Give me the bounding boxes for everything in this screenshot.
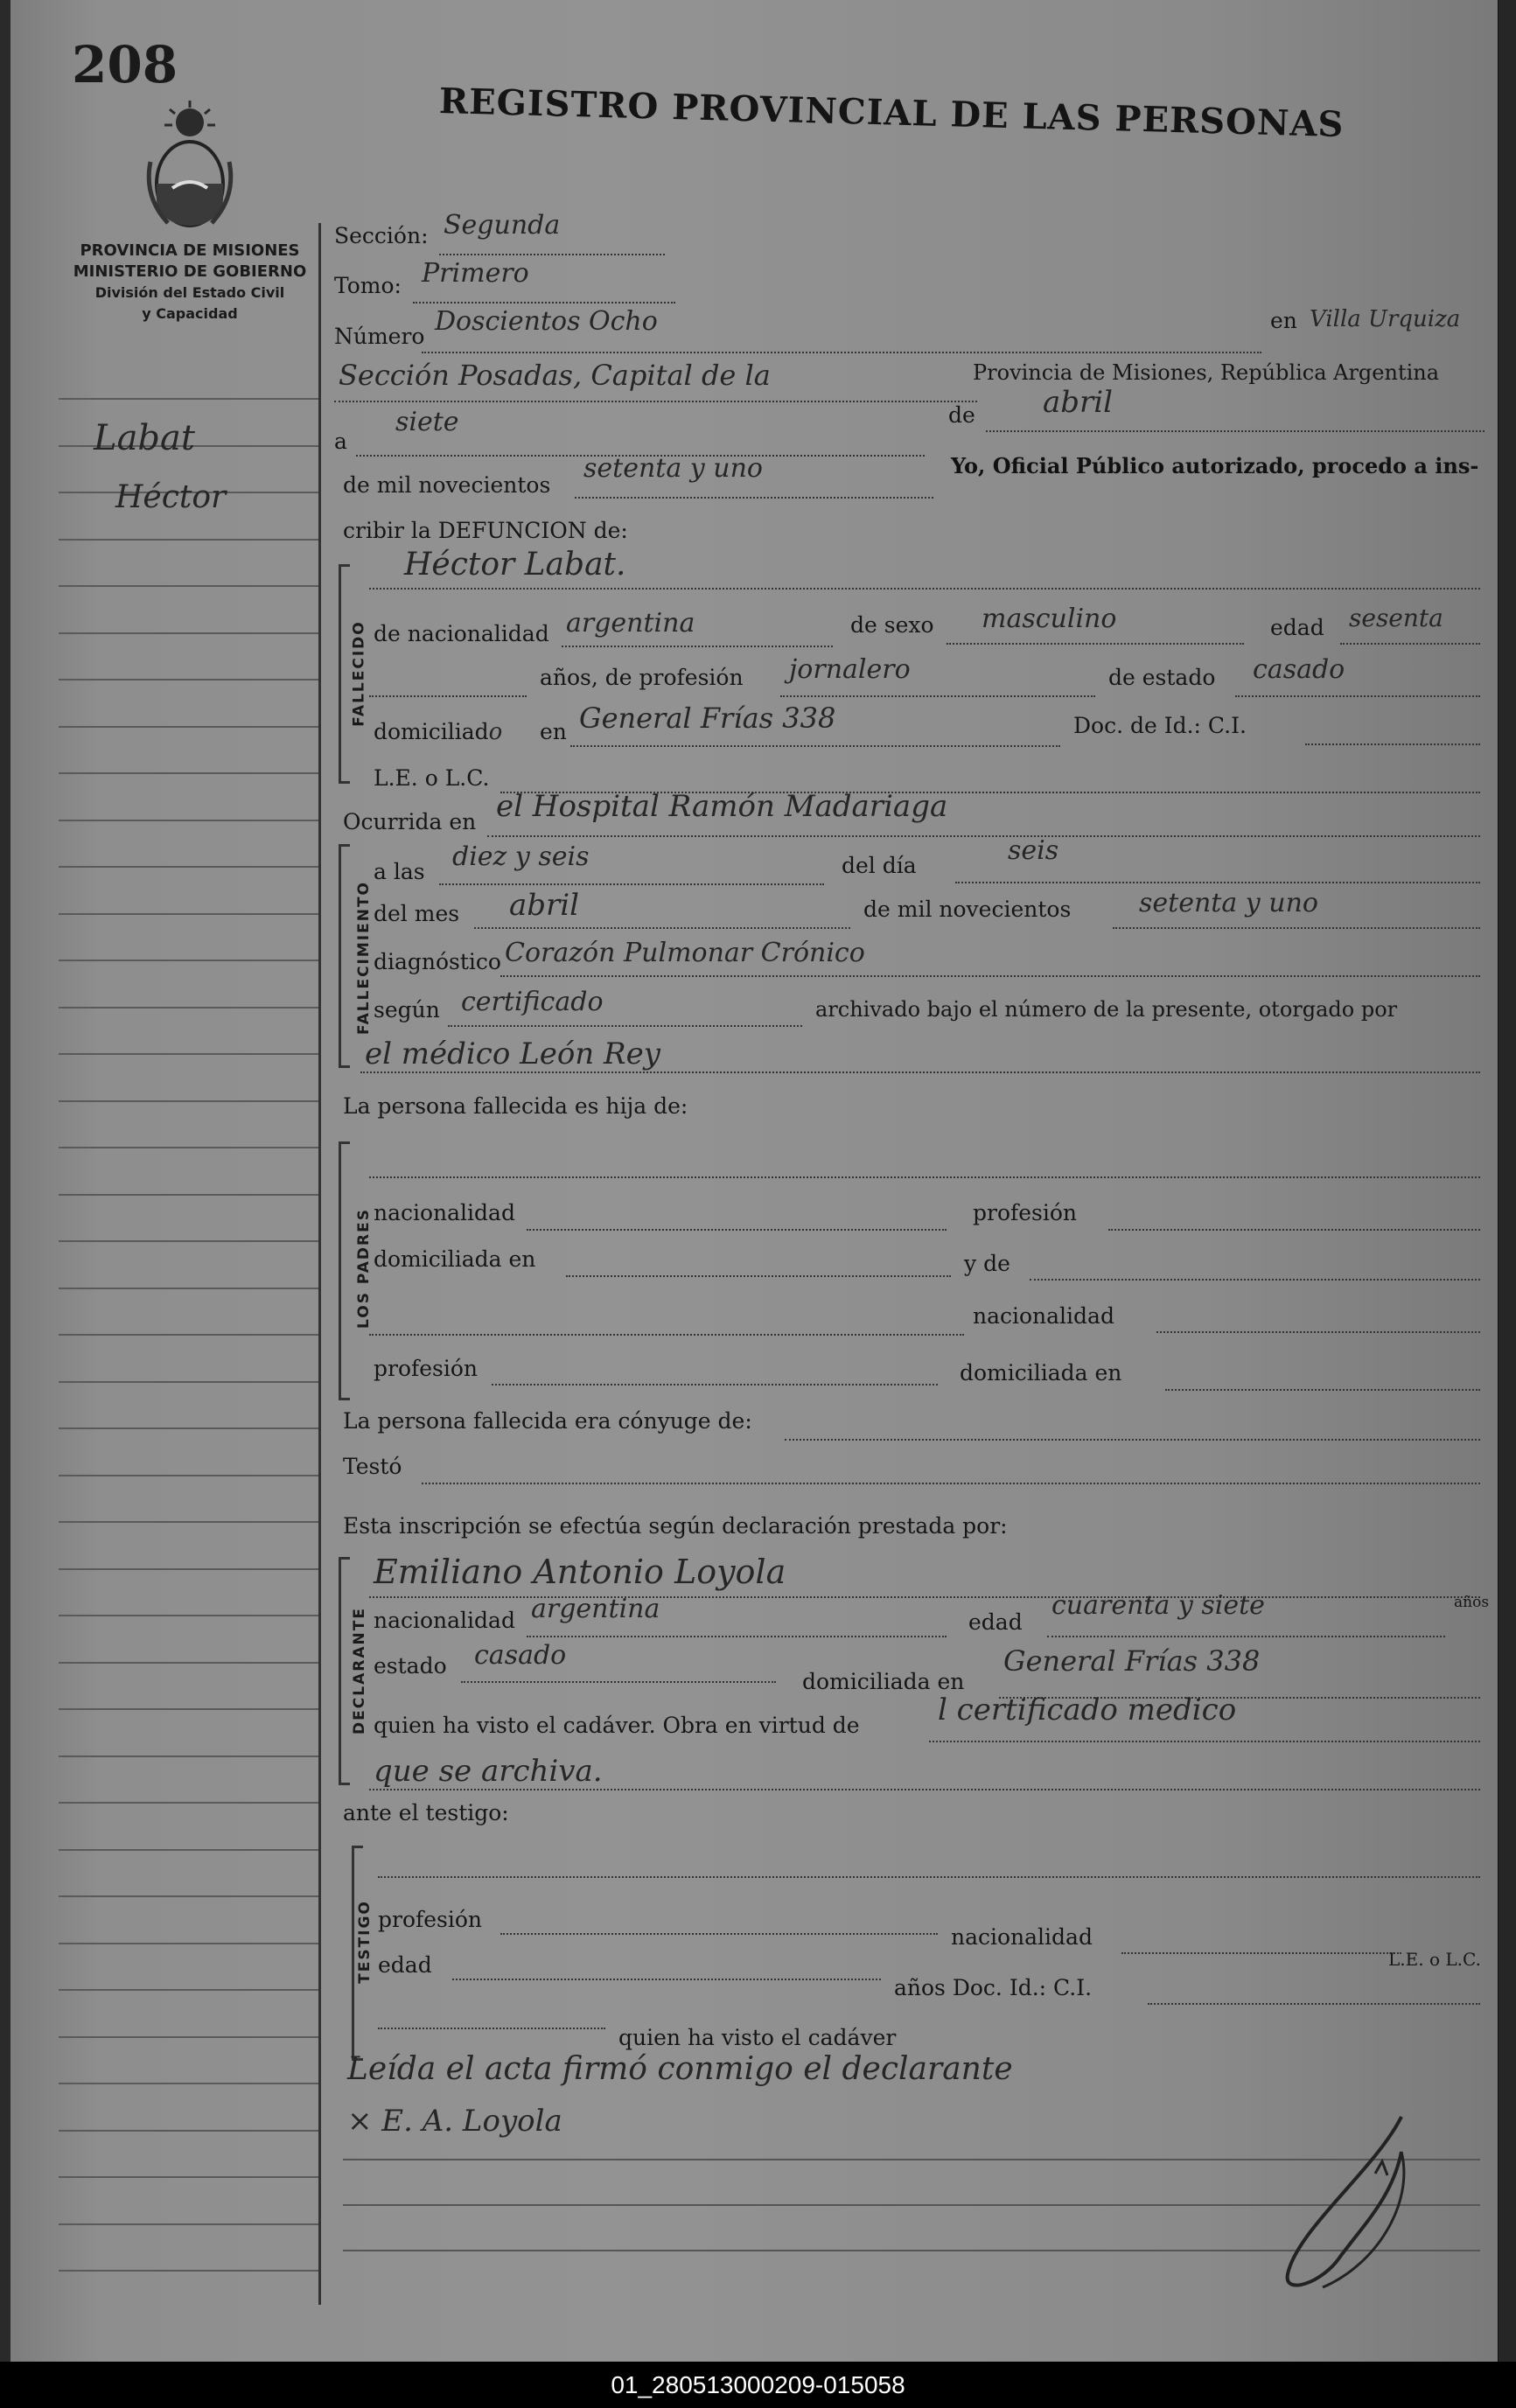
side-label-fallecimiento: FALLECIMIENTO <box>355 880 374 1036</box>
value-profesion: jornalero <box>789 654 911 685</box>
label-padre-profesion: profesión <box>973 1200 1078 1225</box>
label-a: a <box>334 429 347 454</box>
value-de-mes: abril <box>1043 385 1114 420</box>
value-nombre: Héctor Labat. <box>404 547 626 583</box>
side-label-declarante: DECLARANTE <box>350 1607 368 1734</box>
label-testigo-anos: años Doc. Id.: C.I. <box>894 1975 1093 2000</box>
label-de-sexo: de sexo <box>850 612 934 638</box>
value-ocurrida-en: el Hospital Ramón Madariaga <box>496 789 948 824</box>
margin-ruled-line <box>59 1100 319 1102</box>
label-provincia: Provincia de Misiones, República Argentina <box>973 360 1440 385</box>
label-madre-profesion: profesión <box>374 1356 479 1381</box>
label-seccion: Sección: <box>334 223 429 248</box>
value-en: Villa Urquiza <box>1310 306 1461 332</box>
coat-of-arms-emblem <box>142 101 238 232</box>
header-ministry: MINISTERIO DE GOBIERNO <box>73 262 307 281</box>
value-declarante-domicilio: General Frías 338 <box>1003 1644 1261 1678</box>
label-numero: Número <box>334 324 425 349</box>
main-vertical-rule <box>318 223 321 2305</box>
label-domiciliad: domiciliad <box>374 719 489 744</box>
value-seccion-line: Sección Posadas, Capital de la <box>339 359 771 392</box>
label-declarante-estado: estado <box>374 1653 447 1679</box>
label-domiciliado-suffix: o <box>488 719 503 745</box>
margin-ruled-line <box>59 772 319 774</box>
margin-ruled-line <box>59 1334 319 1336</box>
label-doc-id: Doc. de Id.: C.I. <box>1073 713 1247 738</box>
official-signature <box>1270 2099 1471 2300</box>
label-en: en <box>1270 308 1297 333</box>
label-de-estado: de estado <box>1108 665 1216 690</box>
label-testigo-visto: quien ha visto el cadáver <box>618 2025 897 2050</box>
label-de-nacionalidad: de nacionalidad <box>374 621 549 646</box>
label-del-mes: del mes <box>374 901 460 926</box>
label-anos-profesion: años, de profesión <box>540 665 744 690</box>
value-declarante-obra-2: que se archiva. <box>374 1754 603 1789</box>
label-segun: según <box>374 997 440 1023</box>
margin-surname: Labat <box>94 418 195 458</box>
margin-ruled-line <box>59 679 319 681</box>
header-province: PROVINCIA DE MISIONES <box>80 241 300 260</box>
label-y-de: y de <box>964 1251 1010 1276</box>
label-testo: Testó <box>343 1454 402 1479</box>
value-tomo: Primero <box>422 258 529 289</box>
value-sexo: masculino <box>982 604 1117 634</box>
label-padre-domiciliada: domiciliada en <box>374 1246 536 1272</box>
margin-ruled-line <box>59 2036 319 2038</box>
value-seccion: Segunda <box>444 210 561 241</box>
margin-ruled-line <box>59 1288 319 1289</box>
margin-ruled-line <box>59 539 319 541</box>
label-declarante-anos: años <box>1454 1594 1490 1611</box>
value-declarante-estado: casado <box>474 1640 567 1671</box>
value-declarante-edad: cuarenta y siete <box>1051 1590 1265 1621</box>
value-diagnostico: Corazón Pulmonar Crónico <box>505 938 865 968</box>
label-del-dia: del día <box>842 853 917 878</box>
value-domicilio: General Frías 338 <box>579 701 836 735</box>
label-madre-nacionalidad: nacionalidad <box>973 1303 1114 1329</box>
document-title: REGISTRO PROVINCIAL DE LAS PERSONAS <box>438 80 1345 146</box>
margin-ruled-line <box>59 1708 319 1710</box>
margin-ruled-line <box>59 2176 319 2178</box>
margin-ruled-line <box>59 1943 319 1944</box>
label-a-las: a las <box>374 859 425 884</box>
label-testigo-profesion: profesión <box>378 1907 483 1932</box>
margin-ruled-line <box>59 1895 319 1897</box>
margin-ruled-line <box>59 1849 319 1851</box>
margin-ruled-line <box>59 1053 319 1055</box>
label-archivado: archivado bajo el número de la presente, otorgado por <box>815 997 1398 1022</box>
margin-ruled-line <box>59 2130 319 2132</box>
margin-ruled-line <box>59 866 319 868</box>
margin-ruled-line <box>59 1521 319 1523</box>
page-number: 208 <box>72 35 178 94</box>
margin-ruled-line <box>59 585 319 587</box>
label-testigo-edad: edad <box>378 1952 432 1978</box>
label-declarante-domiciliada: domiciliada en <box>802 1669 965 1694</box>
header-capacidad: y Capacidad <box>142 305 238 322</box>
value-mes: abril <box>509 888 580 923</box>
value-declarante-nacionalidad: argentina <box>531 1594 660 1624</box>
margin-ruled-line <box>59 1007 319 1009</box>
label-declarante-nacionalidad: nacionalidad <box>374 1608 515 1633</box>
margin-ruled-line <box>59 726 319 728</box>
value-declarante-obra: l certificado medico <box>938 1693 1237 1727</box>
label-cribir: cribir la DEFUNCION de: <box>343 518 628 543</box>
value-nacionalidad: argentina <box>566 608 695 639</box>
margin-ruled-line <box>59 820 319 821</box>
side-label-testigo: TESTIGO <box>355 1900 374 1984</box>
label-testigo-nacionalidad: nacionalidad <box>951 1924 1093 1950</box>
value-a-las: diez y seis <box>452 841 590 872</box>
margin-ruled-line <box>59 632 319 634</box>
margin-ruled-line <box>59 1802 319 1804</box>
label-padre-nacionalidad: nacionalidad <box>374 1200 515 1225</box>
label-de: de <box>948 402 975 428</box>
value-medico: el médico León Rey <box>365 1036 660 1071</box>
margin-ruled-line <box>59 1755 319 1757</box>
margin-ruled-line <box>59 1194 319 1196</box>
margin-ruled-line <box>59 2223 319 2225</box>
label-domicilio-en: en <box>540 719 567 744</box>
value-numero: Doscientos Ocho <box>435 306 658 337</box>
label-edad: edad <box>1270 615 1324 640</box>
margin-ruled-line <box>59 1240 319 1242</box>
document-page <box>10 0 1498 2362</box>
margin-ruled-line <box>59 1147 319 1148</box>
label-yo-oficial: Yo, Oficial Público autorizado, procedo a ins- <box>951 453 1479 478</box>
label-ante-testigo: ante el testigo: <box>343 1800 509 1825</box>
label-diagnostico: diagnóstico <box>374 949 501 974</box>
label-de-mil-novecientos: de mil novecientos <box>343 472 551 498</box>
margin-ruled-line <box>59 2083 319 2084</box>
margin-ruled-line <box>59 1615 319 1616</box>
side-label-los-padres: LOS PADRES <box>354 1208 373 1329</box>
margin-ruled-line <box>59 1568 319 1570</box>
margin-ruled-line <box>59 1989 319 1991</box>
page-edge-shadow <box>1499 0 1516 2362</box>
margin-ruled-line <box>59 1475 319 1476</box>
margin-ruled-line <box>59 913 319 915</box>
label-de-mil-novecientos-2: de mil novecientos <box>863 897 1072 922</box>
margin-ruled-line <box>59 1427 319 1429</box>
margin-ruled-line <box>59 2270 319 2272</box>
value-edad: sesenta <box>1349 604 1443 632</box>
margin-ruled-line <box>59 398 319 400</box>
value-anio-2: setenta y uno <box>1139 888 1318 918</box>
image-footer-id: 01_280513000209-015058 <box>0 2362 1516 2408</box>
label-le-lc: L.E. o L.C. <box>374 765 490 791</box>
label-madre-domiciliada: domiciliada en <box>960 1360 1122 1385</box>
margin-name: Héctor <box>115 479 227 515</box>
label-testigo-le-lc: L.E. o L.C. <box>1388 1949 1481 1970</box>
header-division: División del Estado Civil <box>94 284 285 301</box>
label-tomo: Tomo: <box>334 273 402 298</box>
value-anio: setenta y uno <box>583 453 763 484</box>
declarant-signature: × E. A. Loyola <box>347 2104 562 2139</box>
value-segun: certificado <box>461 987 604 1017</box>
value-declarante: Emiliano Antonio Loyola <box>374 1553 786 1591</box>
label-inscripcion: Esta inscripción se efectúa según declaración prestada por: <box>343 1513 1008 1539</box>
value-estado: casado <box>1253 654 1345 685</box>
value-dia: seis <box>1008 835 1059 866</box>
label-declarante-visto: quien ha visto el cadáver. Obra en virtud de <box>374 1713 860 1738</box>
side-label-fallecido: FALLECIDO <box>350 620 368 727</box>
label-hija-de: La persona fallecida es hija de: <box>343 1093 688 1119</box>
label-conyuge: La persona fallecida era cónyuge de: <box>343 1408 752 1434</box>
margin-ruled-line <box>59 1662 319 1664</box>
label-declarante-edad: edad <box>968 1609 1023 1635</box>
closing-text: Leída el acta firmó conmigo el declarante <box>347 2051 1013 2087</box>
label-ocurrida-en: Ocurrida en <box>343 809 477 834</box>
margin-ruled-line <box>59 1381 319 1383</box>
label-domiciliado <box>374 719 502 745</box>
margin-ruled-line <box>59 960 319 961</box>
value-a: siete <box>395 407 459 437</box>
